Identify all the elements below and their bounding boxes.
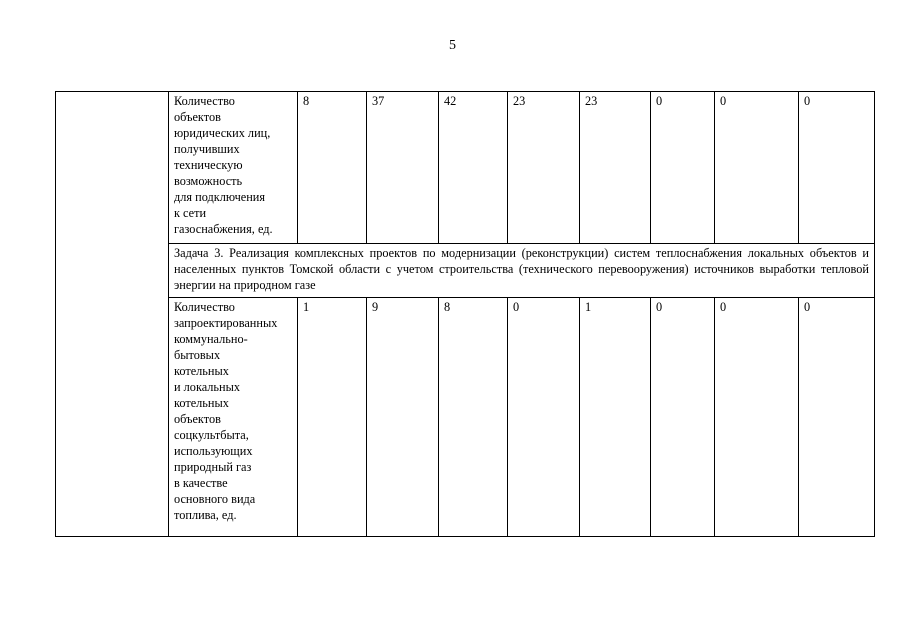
value-cell: 0 bbox=[508, 298, 580, 537]
value-cell: 9 bbox=[367, 298, 439, 537]
value-cell: 0 bbox=[715, 92, 799, 244]
value-cell: 1 bbox=[298, 298, 367, 537]
value-cell: 37 bbox=[367, 92, 439, 244]
value-cell: 0 bbox=[651, 298, 715, 537]
value-cell: 0 bbox=[651, 92, 715, 244]
empty-first-column-cell bbox=[56, 92, 169, 537]
value-cell: 8 bbox=[298, 92, 367, 244]
value-cell: 8 bbox=[439, 298, 508, 537]
indicators-table bbox=[55, 91, 875, 537]
indicator-label: Количество объектов юридических лиц, получивших техническую возможность для подключения к сети газоснабжения, ед. bbox=[169, 92, 298, 244]
table-row bbox=[56, 244, 875, 298]
indicator-label: Количество запроектированных коммунально- бытовых котельных и локальных котельных объектов соцкультбыта, использующих природный газ в качестве основного вида топлива, ед. bbox=[169, 298, 298, 537]
page-number: 5 bbox=[449, 38, 456, 53]
value-cell: 23 bbox=[508, 92, 580, 244]
value-cell: 42 bbox=[439, 92, 508, 244]
table-row bbox=[56, 92, 875, 244]
value-cell: 0 bbox=[715, 298, 799, 537]
table-row bbox=[56, 298, 875, 537]
value-cell: 0 bbox=[799, 298, 875, 537]
task-heading: Задача 3. Реализация комплексных проектов по модернизации (реконструкции) систем теплоснабжения локальных объектов и населенных пунктов Томской области с учетом строительства (технического перевооружения) источников выработки тепловой энергии на природном газе bbox=[169, 244, 875, 298]
value-cell: 23 bbox=[580, 92, 651, 244]
value-cell: 0 bbox=[799, 92, 875, 244]
value-cell: 1 bbox=[580, 298, 651, 537]
